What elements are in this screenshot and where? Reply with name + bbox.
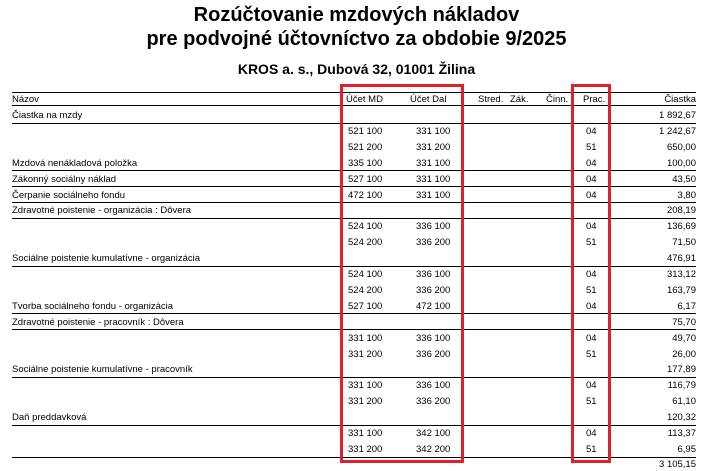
row-ucet-md: 331 200 <box>348 396 383 408</box>
column-header-nazov: Názov <box>12 94 39 105</box>
row-nazov: Sociálne poistenie kumulatívne - organizácia <box>12 253 200 265</box>
row-ucet-md: 331 100 <box>348 380 383 392</box>
column-header-cinn: Činn. <box>546 94 569 105</box>
row-ciastka: 6,95 <box>677 443 696 455</box>
row-ucet-dal: 331 100 <box>416 189 451 201</box>
row-ciastka: 43,50 <box>672 173 696 185</box>
row-ciastka: 49,70 <box>672 332 696 344</box>
row-ciastka: 100,00 <box>666 157 696 169</box>
row-ucet-dal: 336 200 <box>416 396 451 408</box>
row-ciastka: 208,19 <box>666 205 696 217</box>
row-prac: 04 <box>586 380 597 392</box>
row-prac: 51 <box>586 141 597 153</box>
row-ucet-dal: 336 100 <box>416 380 451 392</box>
row-ucet-md: 527 100 <box>348 300 383 312</box>
row-prac: 04 <box>586 332 597 344</box>
row-ciastka: 313,12 <box>666 269 696 280</box>
row-ucet-md: 524 200 <box>348 237 383 249</box>
row-prac: 51 <box>586 396 597 408</box>
row-nazov: Zákonný sociálny náklad <box>12 173 117 185</box>
row-ucet-dal: 336 200 <box>416 348 451 360</box>
row-ucet-md: 335 100 <box>348 157 383 169</box>
row-ciastka: 1 242,67 <box>659 125 696 137</box>
row-ciastka: 1 892,67 <box>659 110 696 121</box>
row-prac: 51 <box>586 348 597 360</box>
row-ciastka: 6,17 <box>677 300 696 312</box>
row-nazov: Daň preddavková <box>12 412 87 424</box>
row-ucet-dal: 336 100 <box>416 221 451 233</box>
row-prac: 51 <box>586 284 597 296</box>
row-ciastka: 163,79 <box>666 284 696 296</box>
row-prac: 04 <box>586 428 597 439</box>
row-prac: 04 <box>586 221 597 233</box>
row-ucet-md: 524 100 <box>348 221 383 233</box>
row-ciastka: 3,80 <box>677 189 696 201</box>
report-title-line-2: pre podvojné účtovníctvo za obdobie 9/2025 <box>146 28 567 50</box>
column-header-ucet-md: Účet MD <box>346 94 383 105</box>
row-ucet-dal: 472 100 <box>416 300 451 312</box>
row-ciastka: 177,89 <box>666 364 696 376</box>
row-nazov: Čiastka na mzdy <box>12 110 83 121</box>
row-nazov: Zdravotné poistenie - organizácia : Dôvera <box>12 205 192 217</box>
worker-code-highlight-box <box>571 84 611 463</box>
row-prac: 04 <box>586 125 597 137</box>
accounts-highlight-box <box>340 84 464 463</box>
row-ucet-dal: 336 100 <box>416 332 451 344</box>
row-ucet-dal: 342 200 <box>416 443 451 455</box>
row-nazov: Čerpanie sociálneho fondu <box>12 189 126 201</box>
row-ucet-md: 524 200 <box>348 284 383 296</box>
row-ciastka: 26,00 <box>672 348 696 360</box>
row-nazov: Mzdová nenákladová položka <box>12 157 138 169</box>
row-prac: 04 <box>586 157 597 169</box>
row-ucet-dal: 336 200 <box>416 237 451 249</box>
column-header-prac: Prac. <box>583 94 606 105</box>
column-header-ucet-dal: Účet Dal <box>410 94 447 105</box>
row-ciastka: 71,50 <box>672 237 696 249</box>
row-ucet-md: 331 200 <box>348 348 383 360</box>
row-ciastka: 136,69 <box>666 221 696 233</box>
row-ciastka: 61,10 <box>672 396 696 408</box>
row-prac: 04 <box>586 189 597 201</box>
row-ucet-md: 521 100 <box>348 125 383 137</box>
row-nazov: Sociálne poistenie kumulatívne - pracovník <box>12 364 193 376</box>
row-prac: 51 <box>586 443 597 455</box>
row-ucet-dal: 336 200 <box>416 284 451 296</box>
row-ucet-dal: 331 200 <box>416 141 451 153</box>
row-ucet-dal: 331 100 <box>416 125 451 137</box>
row-nazov: Zdravotné poistenie - pracovník : Dôvera <box>12 316 184 328</box>
row-prac: 51 <box>586 237 597 249</box>
row-ucet-md: 331 200 <box>348 443 383 455</box>
row-ucet-md: 524 100 <box>348 269 383 280</box>
row-ucet-dal: 331 100 <box>416 173 451 185</box>
row-ciastka: 650,00 <box>666 141 696 153</box>
row-prac: 04 <box>586 269 597 280</box>
row-ucet-dal: 336 100 <box>416 269 451 280</box>
row-ciastka: 113,37 <box>667 428 696 439</box>
row-ucet-md: 331 100 <box>348 428 383 439</box>
column-header-stred: Stred. <box>478 94 504 105</box>
row-ucet-dal: 342 100 <box>416 428 451 439</box>
row-ciastka: 476,91 <box>666 253 696 265</box>
row-ucet-md: 331 100 <box>348 332 383 344</box>
row-ucet-md: 472 100 <box>348 189 383 201</box>
column-header-ciastka: Čiastka <box>664 94 696 105</box>
row-ciastka: 116,79 <box>667 380 696 392</box>
row-ucet-md: 521 200 <box>348 141 383 153</box>
row-prac: 04 <box>586 300 597 312</box>
grand-total: 3 105,15 <box>659 459 696 470</box>
row-ucet-md: 527 100 <box>348 173 383 185</box>
row-nazov: Tvorba sociálneho fondu - organizácia <box>12 300 174 312</box>
row-ciastka: 75,70 <box>672 316 696 328</box>
report-title-line-1: Rozúčtovanie mzdových nákladov <box>193 4 520 26</box>
column-header-zak: Zák. <box>510 94 529 105</box>
row-prac: 04 <box>586 173 597 185</box>
company-address: KROS a. s., Dubová 32, 01001 Žilina <box>237 61 476 77</box>
row-ciastka: 120,32 <box>666 412 696 424</box>
row-ucet-dal: 331 100 <box>416 157 451 169</box>
